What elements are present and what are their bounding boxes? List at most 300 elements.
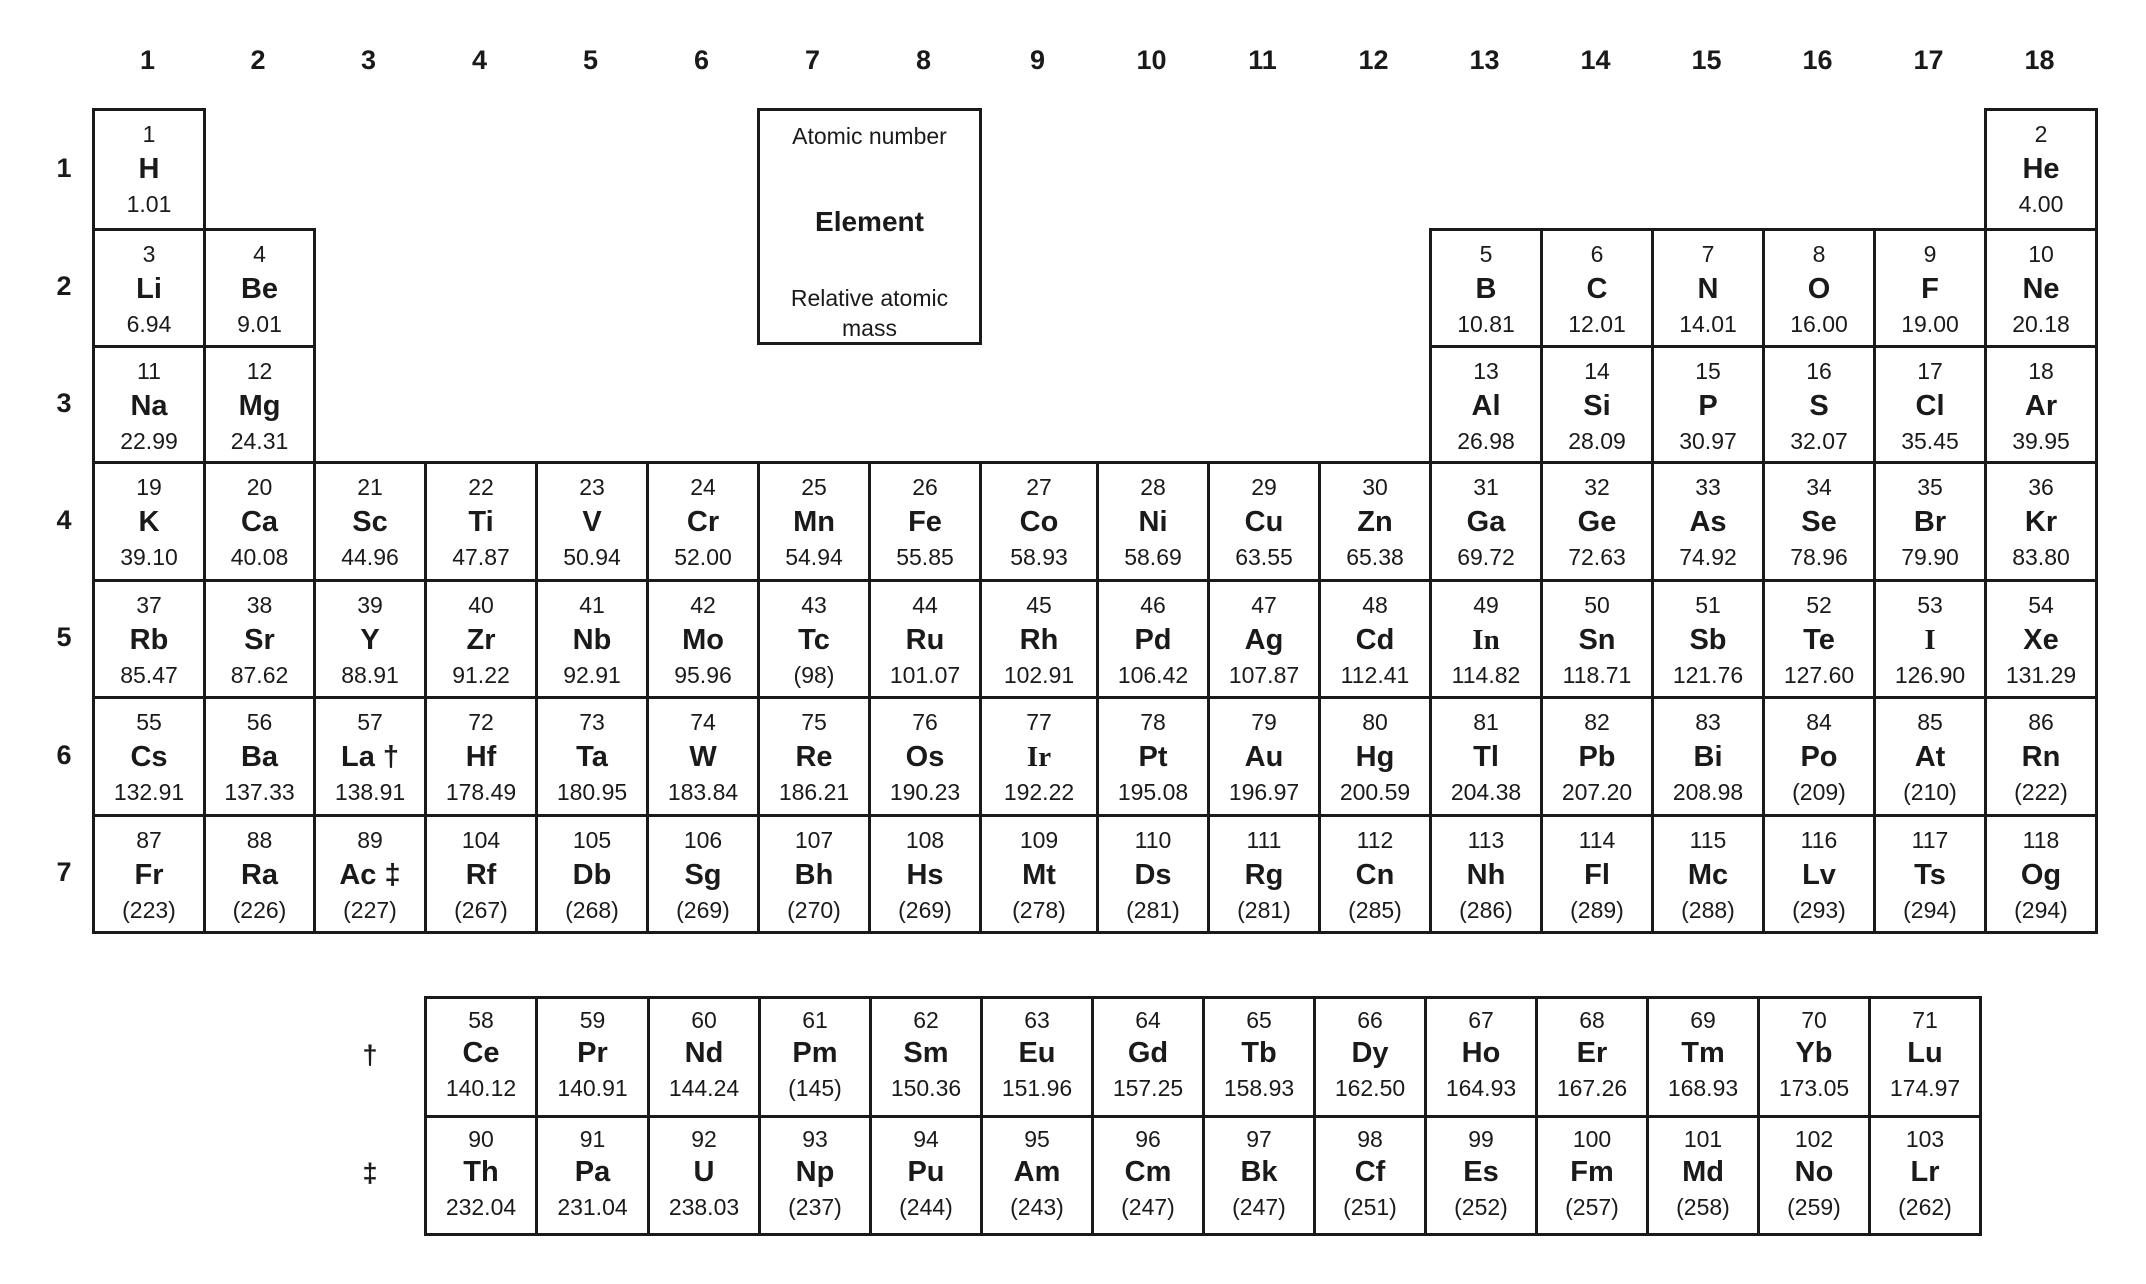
element-cell-c — [1540, 228, 1654, 348]
atomic-number: 64 — [1135, 1007, 1161, 1033]
element-symbol: Gd — [1127, 1037, 1169, 1069]
relative-atomic-mass: 16.00 — [1790, 311, 1848, 337]
element-cell-mo — [646, 579, 760, 699]
element-cell-am — [980, 1115, 1094, 1236]
relative-atomic-mass: (269) — [676, 897, 730, 923]
element-cell-rn — [1984, 696, 2098, 817]
atomic-number: 87 — [136, 827, 162, 853]
element-cell-pt — [1096, 696, 1210, 817]
element-cell-kr — [1984, 461, 2098, 582]
element-cell-pr — [535, 996, 650, 1118]
element-cell-sb — [1651, 579, 1765, 699]
element-symbol: Pm — [792, 1037, 838, 1069]
relative-atomic-mass: 83.80 — [2012, 544, 2070, 570]
atomic-number: 79 — [1251, 709, 1277, 735]
atomic-number: 74 — [690, 709, 716, 735]
atomic-number: 21 — [357, 474, 383, 500]
group-label-13: 13 — [1469, 44, 1500, 75]
atomic-number: 68 — [1579, 1007, 1605, 1033]
atomic-number: 13 — [1473, 358, 1499, 384]
relative-atomic-mass: 144.24 — [668, 1075, 740, 1101]
group-label-6: 6 — [693, 44, 710, 75]
relative-atomic-mass: 102.91 — [1003, 662, 1075, 688]
atomic-number: 34 — [1806, 474, 1832, 500]
atomic-number: 110 — [1134, 827, 1172, 853]
element-symbol: Rg — [1244, 859, 1284, 891]
relative-atomic-mass: 131.29 — [2005, 662, 2077, 688]
element-symbol: V — [582, 506, 602, 538]
element-symbol: Mt — [1022, 859, 1056, 891]
relative-atomic-mass: (281) — [1126, 897, 1180, 923]
relative-atomic-mass: 196.97 — [1228, 779, 1300, 805]
element-symbol: Ca — [240, 506, 279, 538]
relative-atomic-mass: 200.59 — [1339, 779, 1411, 805]
atomic-number: 33 — [1695, 474, 1721, 500]
relative-atomic-mass: 157.25 — [1112, 1075, 1184, 1101]
element-cell-h — [92, 108, 206, 231]
element-cell-cm — [1091, 1115, 1205, 1236]
element-symbol: Fm — [1570, 1156, 1614, 1188]
element-symbol: Rh — [1019, 624, 1059, 656]
element-symbol: Ti — [468, 506, 494, 538]
relative-atomic-mass: 106.42 — [1117, 662, 1189, 688]
element-cell-p — [1651, 345, 1765, 464]
element-symbol: Te — [1803, 624, 1835, 656]
period-label-5: 5 — [56, 622, 72, 652]
element-symbol: Tm — [1681, 1037, 1725, 1069]
element-cell-ag — [1207, 579, 1321, 699]
atomic-number: 43 — [801, 592, 827, 618]
element-symbol: Rb — [129, 624, 169, 656]
element-symbol: Ge — [1577, 506, 1617, 538]
relative-atomic-mass: 72.63 — [1568, 544, 1626, 570]
atomic-number: 44 — [912, 592, 938, 618]
element-symbol: Yb — [1795, 1037, 1833, 1069]
element-symbol: Kr — [2024, 506, 2058, 538]
atomic-number: 95 — [1024, 1126, 1050, 1152]
element-cell-fm — [1535, 1115, 1649, 1236]
element-symbol: Sb — [1689, 624, 1727, 656]
element-symbol: Dy — [1351, 1037, 1389, 1069]
element-symbol: Fl — [1584, 859, 1610, 891]
atomic-number: 115 — [1689, 827, 1727, 853]
element-cell-sm — [869, 996, 983, 1118]
element-symbol: Mc — [1687, 859, 1729, 891]
element-symbol: Hf — [465, 741, 497, 773]
element-cell-bk — [1202, 1115, 1316, 1236]
element-cell-n — [1651, 228, 1765, 348]
relative-atomic-mass: (278) — [1012, 897, 1066, 923]
relative-atomic-mass: 195.08 — [1117, 779, 1189, 805]
atomic-number: 90 — [468, 1126, 494, 1152]
atomic-number: 98 — [1357, 1126, 1383, 1152]
element-cell-xe — [1984, 579, 2098, 699]
element-symbol: Nh — [1466, 859, 1506, 891]
element-symbol: Og — [2020, 859, 2062, 891]
atomic-number: 24 — [690, 474, 716, 500]
element-cell-cr — [646, 461, 760, 582]
relative-atomic-mass: 127.60 — [1783, 662, 1855, 688]
group-label-16: 16 — [1802, 44, 1833, 75]
relative-atomic-mass: 4.00 — [2018, 191, 2064, 217]
element-symbol: Np — [795, 1156, 835, 1188]
relative-atomic-mass: 55.85 — [896, 544, 954, 570]
atomic-number: 10 — [2028, 241, 2054, 267]
atomic-number: 57 — [357, 709, 383, 735]
element-symbol: Os — [905, 741, 945, 773]
element-cell-no — [1757, 1115, 1871, 1236]
atomic-number: 108 — [905, 827, 945, 853]
atomic-number: 72 — [468, 709, 494, 735]
atomic-number: 99 — [1468, 1126, 1494, 1152]
element-cell-ts — [1873, 814, 1987, 934]
element-symbol: Ir — [1026, 741, 1052, 773]
relative-atomic-mass: 39.10 — [120, 544, 178, 570]
relative-atomic-mass: 39.95 — [2012, 428, 2070, 454]
element-symbol: F — [1921, 273, 1939, 305]
element-symbol: Cn — [1355, 859, 1395, 891]
element-cell-es — [1424, 1115, 1538, 1236]
relative-atomic-mass: 19.00 — [1901, 311, 1959, 337]
element-cell-tb — [1202, 996, 1316, 1118]
element-symbol: Ts — [1914, 859, 1946, 891]
element-cell-pd — [1096, 579, 1210, 699]
element-symbol: Xe — [2023, 624, 2059, 656]
group-label-18: 18 — [2024, 44, 2055, 75]
element-symbol: Ar — [2024, 390, 2058, 422]
atomic-number: 116 — [1800, 827, 1838, 853]
relative-atomic-mass: 112.41 — [1340, 662, 1410, 688]
element-cell-he — [1984, 108, 2098, 231]
relative-atomic-mass: 174.97 — [1889, 1075, 1961, 1101]
element-symbol: U — [693, 1156, 715, 1188]
relative-atomic-mass: (281) — [1237, 897, 1291, 923]
atomic-number: 85 — [1917, 709, 1943, 735]
relative-atomic-mass: (258) — [1676, 1194, 1730, 1220]
element-cell-nh — [1429, 814, 1543, 934]
relative-atomic-mass: 12.01 — [1568, 311, 1626, 337]
element-symbol: B — [1475, 273, 1497, 305]
atomic-number: 50 — [1584, 592, 1610, 618]
element-symbol: At — [1914, 741, 1946, 773]
element-cell-mc — [1651, 814, 1765, 934]
relative-atomic-mass: 24.31 — [230, 428, 289, 454]
element-cell-rb — [92, 579, 206, 699]
atomic-number: 54 — [2028, 592, 2054, 618]
atomic-number: 105 — [572, 827, 612, 853]
relative-atomic-mass: (145) — [788, 1075, 842, 1101]
element-symbol: Fr — [134, 859, 164, 891]
atomic-number: 11 — [137, 358, 161, 384]
element-symbol: Br — [1913, 506, 1947, 538]
atomic-number: 106 — [683, 827, 723, 853]
atomic-number: 113 — [1467, 827, 1505, 853]
element-cell-mt — [979, 814, 1099, 934]
element-cell-re — [757, 696, 871, 817]
element-cell-i — [1873, 579, 1987, 699]
element-cell-nd — [647, 996, 761, 1118]
element-cell-ho — [1424, 996, 1538, 1118]
relative-atomic-mass: 14.01 — [1679, 311, 1737, 337]
group-label-2: 2 — [250, 44, 266, 75]
element-cell-db — [535, 814, 649, 934]
relative-atomic-mass: 20.18 — [2012, 311, 2070, 337]
atomic-number: 83 — [1695, 709, 1721, 735]
relative-atomic-mass: (227) — [343, 897, 397, 923]
element-symbol: Nb — [572, 624, 612, 656]
element-cell-cs — [92, 696, 206, 817]
relative-atomic-mass: (244) — [899, 1194, 953, 1220]
element-cell-ta — [535, 696, 649, 817]
atomic-number: 22 — [468, 474, 494, 500]
atomic-number: 77 — [1026, 709, 1052, 735]
element-cell-fl — [1540, 814, 1654, 934]
relative-atomic-mass: (223) — [122, 897, 176, 923]
atomic-number: 91 — [579, 1126, 606, 1152]
relative-atomic-mass: 92.91 — [563, 662, 621, 688]
element-symbol: Zr — [466, 624, 496, 656]
relative-atomic-mass: 208.98 — [1672, 779, 1744, 805]
relative-atomic-mass: (269) — [898, 897, 952, 923]
element-cell-md — [1646, 1115, 1760, 1236]
atomic-number: 101 — [1683, 1126, 1723, 1152]
relative-atomic-mass: 30.97 — [1679, 428, 1737, 454]
relative-atomic-mass: 91.22 — [452, 662, 510, 688]
element-cell-pu — [869, 1115, 983, 1236]
atomic-number: 97 — [1246, 1126, 1272, 1152]
group-label-17: 17 — [1913, 44, 1944, 75]
element-symbol: No — [1794, 1156, 1834, 1188]
element-symbol: Cf — [1354, 1156, 1386, 1188]
relative-atomic-mass: 58.93 — [1010, 544, 1068, 570]
relative-atomic-mass: 26.98 — [1457, 428, 1515, 454]
atomic-number: 82 — [1584, 709, 1610, 735]
atomic-number: 17 — [1917, 358, 1943, 384]
relative-atomic-mass: (270) — [787, 897, 841, 923]
atomic-number: 107 — [794, 827, 834, 853]
atomic-number: 14 — [1584, 358, 1610, 384]
element-symbol: I — [1924, 624, 1936, 656]
atomic-number: 112 — [1356, 827, 1394, 853]
relative-atomic-mass: (293) — [1792, 897, 1846, 923]
element-symbol: Cr — [686, 506, 720, 538]
atomic-number: 41 — [579, 592, 605, 618]
relative-atomic-mass: 167.26 — [1556, 1075, 1628, 1101]
period-label-6: 6 — [56, 739, 72, 770]
relative-atomic-mass: 204.38 — [1450, 779, 1522, 805]
relative-atomic-mass: 6.94 — [126, 311, 172, 337]
element-cell-sr — [203, 579, 316, 699]
element-symbol: Sg — [684, 859, 722, 891]
element-symbol: Tb — [1241, 1037, 1277, 1069]
atomic-number: 114 — [1578, 827, 1616, 853]
relative-atomic-mass: 63.55 — [1235, 544, 1293, 570]
element-symbol: Es — [1463, 1156, 1499, 1188]
atomic-number: 36 — [2028, 474, 2054, 500]
relative-atomic-mass: (226) — [232, 897, 287, 923]
relative-atomic-mass: 87.62 — [230, 662, 289, 688]
atomic-number: 81 — [1473, 709, 1499, 735]
legend-key — [757, 108, 982, 345]
atomic-number: 15 — [1695, 358, 1721, 384]
element-cell-na — [92, 345, 206, 464]
key-relative-atomic-mass: Relative atomic mass — [790, 285, 949, 341]
relative-atomic-mass: (247) — [1121, 1194, 1175, 1220]
atomic-number: 102 — [1794, 1126, 1834, 1152]
relative-atomic-mass: 162.50 — [1334, 1075, 1406, 1101]
relative-atomic-mass: (251) — [1343, 1194, 1397, 1220]
relative-atomic-mass: 238.03 — [668, 1194, 740, 1220]
relative-atomic-mass: 44.96 — [341, 544, 399, 570]
element-symbol: Ag — [1244, 624, 1284, 656]
relative-atomic-mass: 168.93 — [1667, 1075, 1739, 1101]
element-cell-nb — [535, 579, 649, 699]
element-symbol: Ne — [2022, 273, 2060, 305]
element-cell-as — [1651, 461, 1765, 582]
atomic-number: 55 — [136, 709, 162, 735]
element-cell-f — [1873, 228, 1987, 348]
element-symbol: Pt — [1138, 741, 1168, 773]
relative-atomic-mass: 121.76 — [1672, 662, 1744, 688]
atomic-number: 70 — [1801, 1007, 1827, 1033]
element-cell-hg — [1318, 696, 1432, 817]
relative-atomic-mass: 74.92 — [1679, 544, 1737, 570]
atomic-number: 32 — [1584, 474, 1610, 500]
relative-atomic-mass: 40.08 — [230, 544, 289, 570]
atomic-number: 26 — [912, 474, 938, 500]
element-symbol: Sn — [1578, 624, 1616, 656]
element-cell-w — [646, 696, 760, 817]
element-symbol: Sm — [903, 1037, 949, 1069]
atomic-number: 63 — [1024, 1007, 1050, 1033]
relative-atomic-mass: 10.81 — [1457, 311, 1515, 337]
element-cell-tl — [1429, 696, 1543, 817]
element-symbol: Db — [572, 859, 612, 891]
relative-atomic-mass: (243) — [1010, 1194, 1064, 1220]
element-symbol: Mg — [238, 390, 281, 422]
period-label-3: 3 — [56, 387, 72, 418]
element-cell-au — [1207, 696, 1321, 817]
element-cell-cd — [1318, 579, 1432, 699]
atomic-number: 47 — [1251, 592, 1277, 618]
element-symbol: Ce — [462, 1037, 500, 1069]
atomic-number: 118 — [2022, 827, 2060, 853]
relative-atomic-mass: (252) — [1454, 1194, 1508, 1220]
element-cell-ge — [1540, 461, 1654, 582]
atomic-number: 109 — [1019, 827, 1059, 853]
relative-atomic-mass: 101.07 — [889, 662, 961, 688]
element-symbol: Ga — [1466, 506, 1506, 538]
element-cell-tc — [757, 579, 871, 699]
atomic-number: 111 — [1246, 827, 1282, 853]
atomic-number: 62 — [913, 1007, 939, 1033]
element-symbol: K — [138, 506, 160, 538]
element-cell-br — [1873, 461, 1987, 582]
group-label-3: 3 — [360, 44, 377, 75]
element-symbol: Al — [1471, 390, 1501, 422]
element-cell-pb — [1540, 696, 1654, 817]
element-symbol: Pd — [1134, 624, 1172, 656]
element-cell-b — [1429, 228, 1543, 348]
element-cell-at — [1873, 696, 1987, 817]
element-symbol: Tc — [798, 624, 830, 656]
element-symbol: Re — [795, 741, 833, 773]
relative-atomic-mass: (259) — [1787, 1194, 1841, 1220]
atomic-number: 1 — [142, 121, 156, 147]
element-symbol: In — [1472, 624, 1500, 656]
atomic-number: 48 — [1362, 592, 1388, 618]
atomic-number: 37 — [136, 592, 162, 618]
element-cell-th — [424, 1115, 538, 1236]
group-label-8: 8 — [915, 44, 932, 75]
element-cell-og — [1984, 814, 2098, 934]
atomic-number: 12 — [246, 358, 273, 384]
atomic-number: 73 — [579, 709, 605, 735]
element-cell-hf — [424, 696, 538, 817]
element-symbol: P — [1698, 390, 1718, 422]
atomic-number: 18 — [2028, 358, 2054, 384]
atomic-number: 61 — [802, 1007, 828, 1033]
element-symbol: Nd — [684, 1037, 724, 1069]
atomic-number: 94 — [913, 1126, 939, 1152]
relative-atomic-mass: (288) — [1681, 897, 1735, 923]
relative-atomic-mass: 85.47 — [120, 662, 178, 688]
element-symbol: Er — [1576, 1037, 1608, 1069]
atomic-number: 45 — [1026, 592, 1052, 618]
element-cell-o — [1762, 228, 1876, 348]
atomic-number: 27 — [1026, 474, 1052, 500]
atomic-number: 78 — [1140, 709, 1166, 735]
atomic-number: 52 — [1806, 592, 1832, 618]
group-label-15: 15 — [1691, 44, 1722, 75]
relative-atomic-mass: 69.72 — [1457, 544, 1515, 570]
relative-atomic-mass: (98) — [793, 662, 835, 688]
relative-atomic-mass: 158.93 — [1223, 1075, 1295, 1101]
relative-atomic-mass: (294) — [2014, 897, 2068, 923]
element-symbol: Am — [1013, 1156, 1061, 1188]
atomic-number: 100 — [1572, 1126, 1612, 1152]
element-symbol: N — [1697, 273, 1719, 305]
element-symbol: He — [2022, 153, 2060, 185]
relative-atomic-mass: (237) — [788, 1194, 842, 1220]
relative-atomic-mass: 126.90 — [1894, 662, 1966, 688]
atomic-number: 30 — [1362, 474, 1388, 500]
relative-atomic-mass: 114.82 — [1451, 662, 1521, 688]
relative-atomic-mass: (210) — [1903, 779, 1957, 805]
relative-atomic-mass: (257) — [1565, 1194, 1619, 1220]
atomic-number: 86 — [2028, 709, 2054, 735]
atomic-number: 65 — [1246, 1007, 1272, 1033]
element-cell-ti — [424, 461, 538, 582]
element-cell-dy — [1313, 996, 1427, 1118]
relative-atomic-mass: 9.01 — [237, 311, 282, 337]
relative-atomic-mass: 151.96 — [1001, 1075, 1073, 1101]
element-symbol: Ra — [240, 859, 279, 891]
relative-atomic-mass: 137.33 — [224, 779, 295, 805]
element-cell-ce — [424, 996, 538, 1118]
atomic-number: 59 — [579, 1007, 606, 1033]
atomic-number: 31 — [1473, 474, 1499, 500]
element-symbol: H — [138, 153, 160, 185]
atomic-number: 88 — [246, 827, 273, 853]
element-symbol: Rn — [2021, 741, 2061, 773]
atomic-number: 25 — [801, 474, 827, 500]
atomic-number: 6 — [1590, 241, 1604, 267]
relative-atomic-mass: 78.96 — [1790, 544, 1848, 570]
element-cell-be — [203, 228, 316, 348]
element-symbol: Sc — [352, 506, 388, 538]
element-cell-rf — [424, 814, 538, 934]
